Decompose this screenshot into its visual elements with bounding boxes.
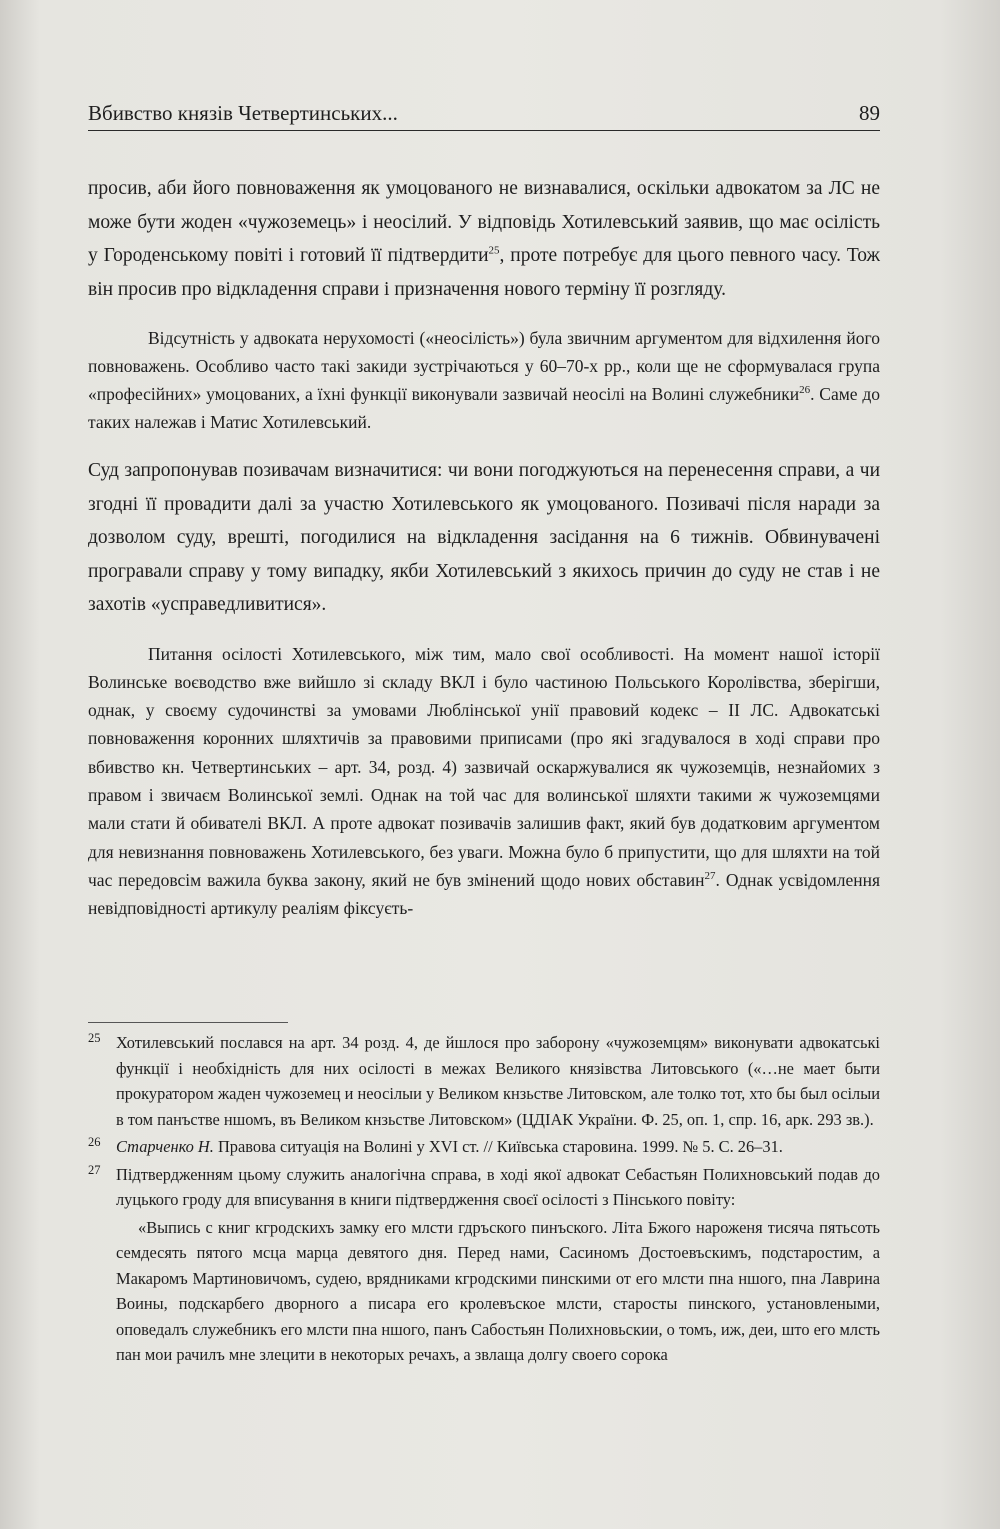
- footnote-text: Підтвердженням цьому служить аналогічна справа, в ході якої адвокат Себастьян Полихновський подав до луцького гроду для вписування в книги підтвердження своєї осілості з Пінського повіту:: [116, 1164, 880, 1209]
- running-header: [88, 100, 880, 131]
- footnote-ref-27: 27: [704, 870, 716, 883]
- footnote-ref-26: 26: [799, 384, 811, 397]
- running-title: Вбивство князів Четвертинських...: [88, 101, 398, 125]
- footnote-author: Старченко Н.: [116, 1137, 214, 1156]
- footnote-25: [88, 1030, 880, 1132]
- paragraph-1-text: просив, аби його повноваження як умоцованого не визнавалися, оскільки адвокатом за ЛС не може бути жоден «чужоземець» і неосілий. У відповідь Хотилевський заявив, що має осілість у Городенському повіті і готовий її підтвердити: [88, 178, 880, 266]
- paragraph-2-text: Відсутність у адвоката нерухомості («неосілість») була звичним аргументом для відхилення його повноважень. Особливо часто такі закиди зустрічаються у 60–70-х рр., коли ще не сформувалася група «професійних» умоцованих, а їхні функції виконували зазвичай неосілі на Волині служебники: [88, 328, 880, 404]
- footnote-27-quote: «Выпись с книг кгродскихъ замку его млсти гдръского пинъского. Літа Бжого нароженя тисяча пятьсоть семдесять пятого мсца марца девятого дня. Перед нами, Сасиномъ Достоевъскимъ, подстаростим, а Макаромъ Мартиновичомъ, судею, врядниками кгродскими пинскими от его млсти пна ншого, пна Лаврина Воины, подскарбего дворного а писара его кролевъское млсти, старосты пинского, установлеными, оповедалъ служебникъ его млсти пна ншого, панъ Сабостьян Полихновьскии, о томъ, иж, деи, што его млсть пан мои рачилъ мне злецити в некоторых речахъ, а звлаща долгу своего сорока: [116, 1217, 880, 1364]
- footnote-separator: [88, 1022, 288, 1023]
- paragraph-4-text: Питання осілості Хотилевського, між тим, мало свої особливості. На момент нашої історії Волинське воєводство вже вийшло зі складу ВКЛ і було частиною Польського Королівства, зберігши, однак, у своєму судочинстві за умовами Люблінської унії правовий кодекс – ІІ ЛС. Адвокатські повноваження коронних шляхтичів за правовими приписами (про які згадувалося в ході справи про вбивство кн. Четвертинських – арт. 34, розд. 4) зазвичай оскаржувалися як чужоземців, незнайомих з правом і звичаєм Волинської землі. Однак на той час для волинської шляхти такими ж чужоземцями мали стати й обивателі ВКЛ. А проте адвокат позивачів залишив факт, який був додатковим аргументом для невизнання повноважень Хотилевського, без уваги. Можна було б припустити, що для шляхти на той час передовсім важила буква закону, який не був змінений щодо нових обставин: [88, 643, 880, 890]
- paragraph-1: [88, 172, 880, 306]
- paragraph-1-tail: , проте потребує для цього певного часу. Тож він просив про відкладення справи і призначення нового терміну її розгляду.: [88, 245, 881, 300]
- paragraph-4-tail: . Однак усвідомлення невідповідності артикулу реаліям фіксуєть-: [88, 869, 880, 919]
- footnote-26: [88, 1134, 880, 1160]
- footnote-text: Правова ситуація на Волині у XVI ст. // Київська старовина. 1999. № 5. С. 26–31.: [213, 1137, 783, 1156]
- paragraph-4: [88, 640, 880, 923]
- paragraph-3: Суд запропонував позивачам визначитися: чи вони погоджуються на перенесення справи, а чи згодні її провадити далі за участю Хотилевського як умоцованого. Позивачі після наради за дозволом суду, врешті, погодилися на відкладення засідання на 6 тижнів. Обвинувачені програвали справу у тому випадку, якби Хотилевський з якихось причин до суду не став і не захотів «усправедливитися».: [88, 460, 880, 615]
- footnote-mark: 27: [88, 1162, 101, 1177]
- page-number: 89: [859, 101, 880, 125]
- footnote-mark: 26: [88, 1135, 101, 1149]
- paragraph-2: [88, 324, 880, 436]
- footnote-mark: 25: [88, 1031, 101, 1045]
- footnotes: [88, 1030, 880, 1370]
- footnote-27: [88, 1162, 880, 1213]
- footnote-ref-25: 25: [488, 244, 500, 257]
- footnote-text: Хотилевський послався на арт. 34 розд. 4, де йшлося про заборону «чужоземцям» виконувати адвокатські функції і необхідність для них осілості в межах Великого князівства Литовського («…не мает быти прокуратором жаден чужоземец и неосілыи у Великом кнзьстве Литовском, але толко тот, хто бы был осілыи в том панъстве ншомъ, въ Великом кнзьстве Литовском» (ЦДІАК України. Ф. 25, оп. 1, спр. 16, арк. 293 зв.).: [116, 1033, 880, 1129]
- paragraph-2-tail: . Саме до таких належав і Матис Хотилевський.: [88, 384, 881, 432]
- main-text: [88, 172, 880, 922]
